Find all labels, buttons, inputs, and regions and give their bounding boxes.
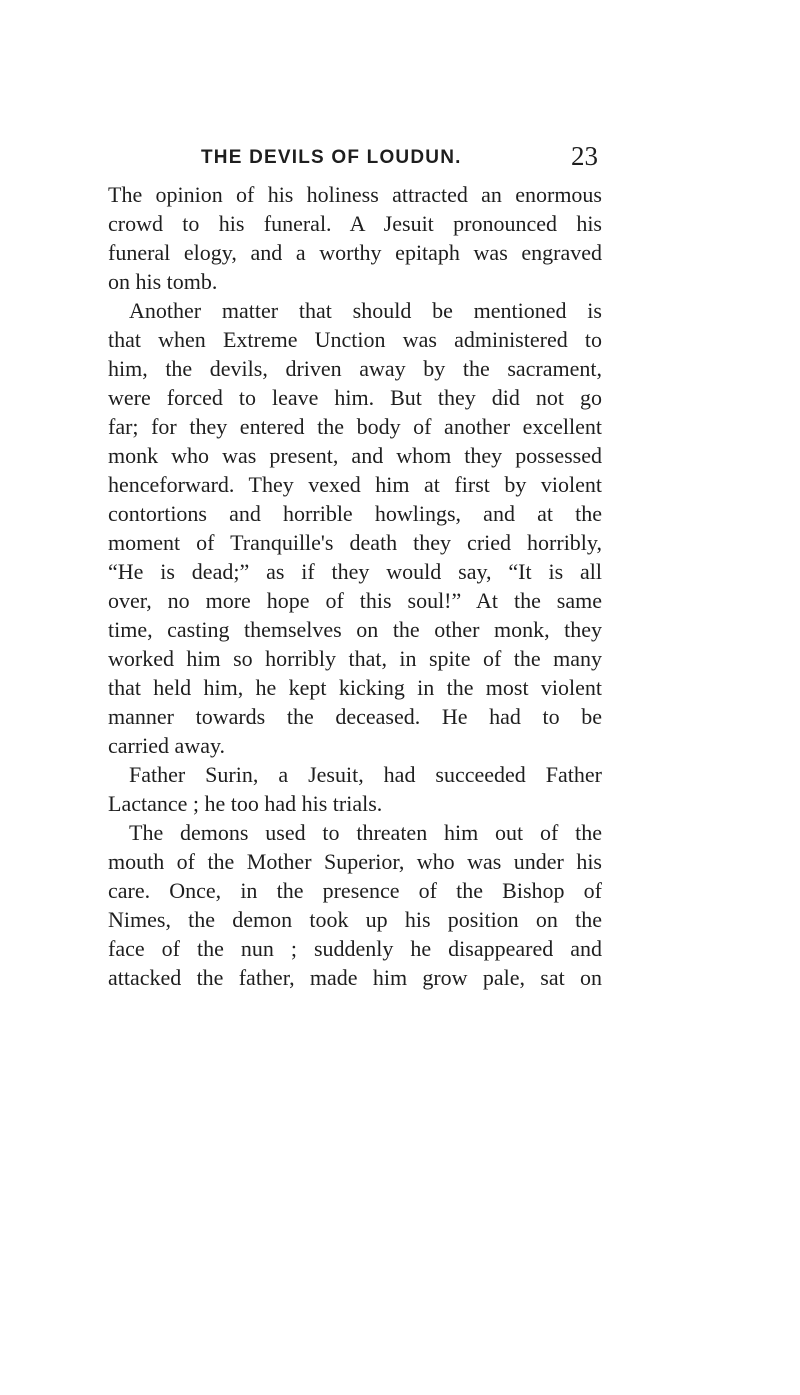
- text-line: that held him, he kept kicking in the most violent: [108, 675, 602, 700]
- text-line: him, the devils, driven away by the sacrament,: [108, 356, 602, 381]
- text-line: moment of Tranquille's death they cried horribly,: [108, 530, 602, 555]
- text-line: henceforward. They vexed him at first by violent: [108, 472, 602, 497]
- text-line: Another matter that should be mentioned is: [129, 298, 602, 323]
- text-line: care. Once, in the presence of the Bishop of: [108, 878, 602, 903]
- text-line: The demons used to threaten him out of the: [129, 820, 602, 845]
- page-header: [108, 142, 598, 174]
- text-line: on his tomb.: [108, 269, 218, 294]
- text-line: funeral elogy, and a worthy epitaph was engraved: [108, 240, 602, 265]
- text-line: worked him so horribly that, in spite of the many: [108, 646, 602, 671]
- text-line: Nimes, the demon took up his position on the: [108, 907, 602, 932]
- text-line: crowd to his funeral. A Jesuit pronounced his: [108, 211, 602, 236]
- text-line: far; for they entered the body of another excellent: [108, 414, 602, 439]
- text-line: Father Surin, a Jesuit, had succeeded Father: [129, 762, 602, 787]
- page-number: 23: [571, 141, 598, 171]
- running-title: THE DEVILS OF LOUDUN.: [201, 147, 462, 168]
- text-line: attacked the father, made him grow pale, sat on: [108, 965, 602, 990]
- text-line: The opinion of his holiness attracted an enormous: [108, 182, 602, 207]
- text-line: manner towards the deceased. He had to be: [108, 704, 602, 729]
- text-line: face of the nun ; suddenly he disappeared and: [108, 936, 602, 961]
- text-line: monk who was present, and whom they possessed: [108, 443, 602, 468]
- text-line: that when Extreme Unction was administered to: [108, 327, 602, 352]
- text-line: over, no more hope of this soul!” At the same: [108, 588, 602, 613]
- text-line: were forced to leave him. But they did not go: [108, 385, 602, 410]
- text-line: “He is dead;” as if they would say, “It is all: [108, 559, 602, 584]
- text-line: Lactance ; he too had his trials.: [108, 791, 383, 816]
- text-line: mouth of the Mother Superior, who was under his: [108, 849, 602, 874]
- text-line: time, casting themselves on the other monk, they: [108, 617, 602, 642]
- body-text: [108, 180, 602, 992]
- text-line: carried away.: [108, 733, 226, 758]
- text-line: contortions and horrible howlings, and at the: [108, 501, 602, 526]
